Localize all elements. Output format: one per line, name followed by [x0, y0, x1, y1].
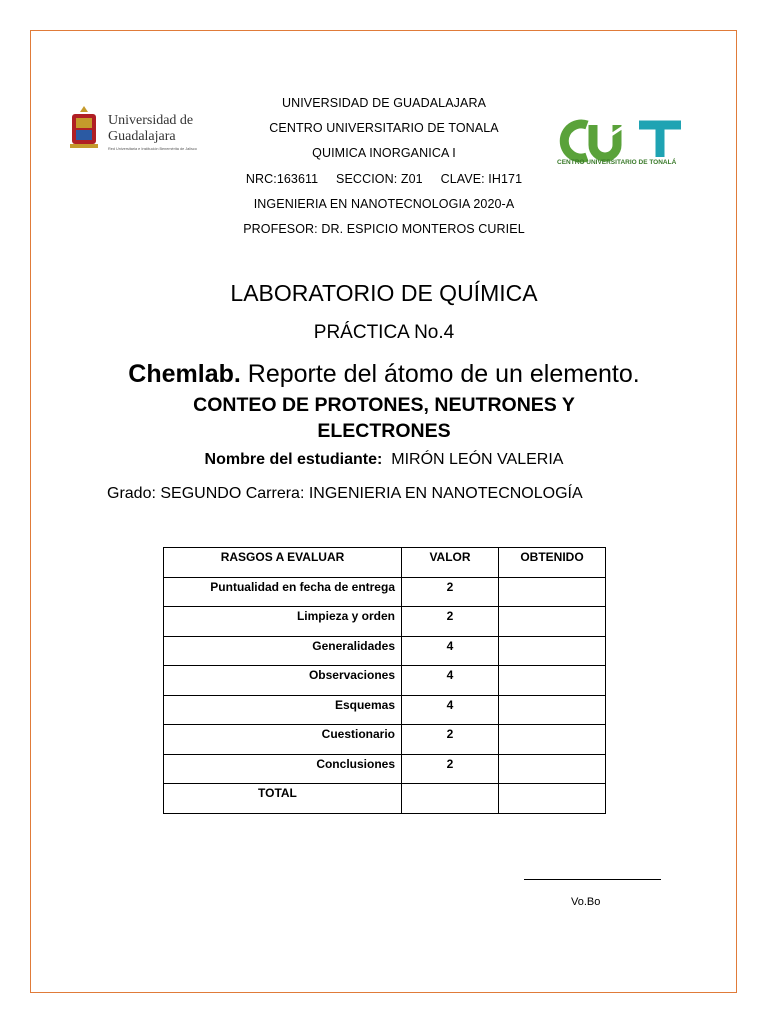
- obtenido-cell[interactable]: [499, 577, 606, 607]
- report-subtitle-line1: CONTEO DE PROTONES, NEUTRONES Y: [193, 394, 575, 416]
- rasgo-cell: Puntualidad en fecha de entrega: [164, 577, 402, 607]
- valor-cell: 2: [402, 725, 499, 755]
- valor-cell: 2: [402, 607, 499, 637]
- table-row: [164, 577, 606, 607]
- header-line-nrc: NRC:163611 SECCION: Z01 CLAVE: IH171: [245, 171, 523, 186]
- udg-logo-line2: Guadalajara: [108, 129, 176, 144]
- obtenido-cell[interactable]: [499, 695, 606, 725]
- rasgo-cell: Observaciones: [164, 666, 402, 696]
- udg-logo-tagline: Red Universitaria e Institución Benemérita de Jalisco: [108, 147, 197, 151]
- page-title: LABORATORIO DE QUÍMICA: [230, 280, 538, 306]
- rasgo-cell: Esquemas: [164, 695, 402, 725]
- grade-career-line: Grado: SEGUNDO Carrera: INGENIERIA EN NANOTECNOLOGÍA: [107, 485, 583, 502]
- report-title: [0, 360, 768, 389]
- table-row: [164, 754, 606, 784]
- table-row: [164, 607, 606, 637]
- total-obtenido-cell[interactable]: [499, 784, 606, 814]
- report-title-rest: Reporte del átomo de un elemento.: [240, 360, 640, 388]
- obtenido-cell[interactable]: [499, 725, 606, 755]
- table-row: [164, 666, 606, 696]
- report-subtitle-line2: ELECTRONES: [317, 420, 451, 442]
- valor-cell: 2: [402, 754, 499, 784]
- table-row: [164, 695, 606, 725]
- rasgo-cell: Cuestionario: [164, 725, 402, 755]
- obtenido-cell[interactable]: [499, 666, 606, 696]
- signature-label: Vo.Bo: [571, 896, 601, 908]
- valor-cell: 2: [402, 577, 499, 607]
- report-subtitle: [0, 392, 768, 444]
- signature-line: [524, 879, 661, 880]
- header-line-university: UNIVERSIDAD DE GUADALAJARA: [281, 96, 487, 110]
- student-label: Nombre del estudiante:: [204, 451, 383, 468]
- total-valor-cell: [402, 784, 499, 814]
- student-name-line: [0, 451, 768, 469]
- rasgo-cell: Conclusiones: [164, 754, 402, 784]
- header-block: [0, 95, 768, 246]
- valor-cell: 4: [402, 636, 499, 666]
- total-label: TOTAL: [164, 784, 402, 814]
- valor-cell: 4: [402, 695, 499, 725]
- table-total-row: [164, 784, 606, 814]
- udg-logo-line1: Universidad de: [108, 113, 194, 128]
- rasgo-cell: Generalidades: [164, 636, 402, 666]
- header-line-program: INGENIERIA EN NANOTECNOLOGIA 2020-A: [253, 196, 515, 211]
- header-line-center: CENTRO UNIVERSITARIO DE TONALA: [269, 121, 499, 136]
- table-row: [164, 636, 606, 666]
- header-line-course: QUIMICA INORGANICA I: [312, 146, 456, 161]
- header-valor: VALOR: [402, 548, 499, 578]
- student-name: MIRÓN LEÓN VALERIA: [391, 451, 564, 468]
- table-row: [164, 725, 606, 755]
- obtenido-cell[interactable]: [499, 607, 606, 637]
- header-line-professor: PROFESOR: DR. ESPICIO MONTEROS CURIEL: [243, 221, 525, 236]
- evaluation-table: [163, 547, 606, 814]
- report-title-bold: Chemlab.: [128, 360, 241, 388]
- valor-cell: 4: [402, 666, 499, 696]
- header-obtenido: OBTENIDO: [499, 548, 606, 578]
- obtenido-cell[interactable]: [499, 636, 606, 666]
- obtenido-cell[interactable]: [499, 754, 606, 784]
- practice-number: PRÁCTICA No.4: [313, 322, 455, 343]
- header-rasgos: RASGOS A EVALUAR: [164, 548, 402, 578]
- cut-logo-caption: CENTRO UNIVERSITARIO DE TONALÁ: [557, 159, 677, 166]
- rasgo-cell: Limpieza y orden: [164, 607, 402, 637]
- table-header-row: [164, 548, 606, 578]
